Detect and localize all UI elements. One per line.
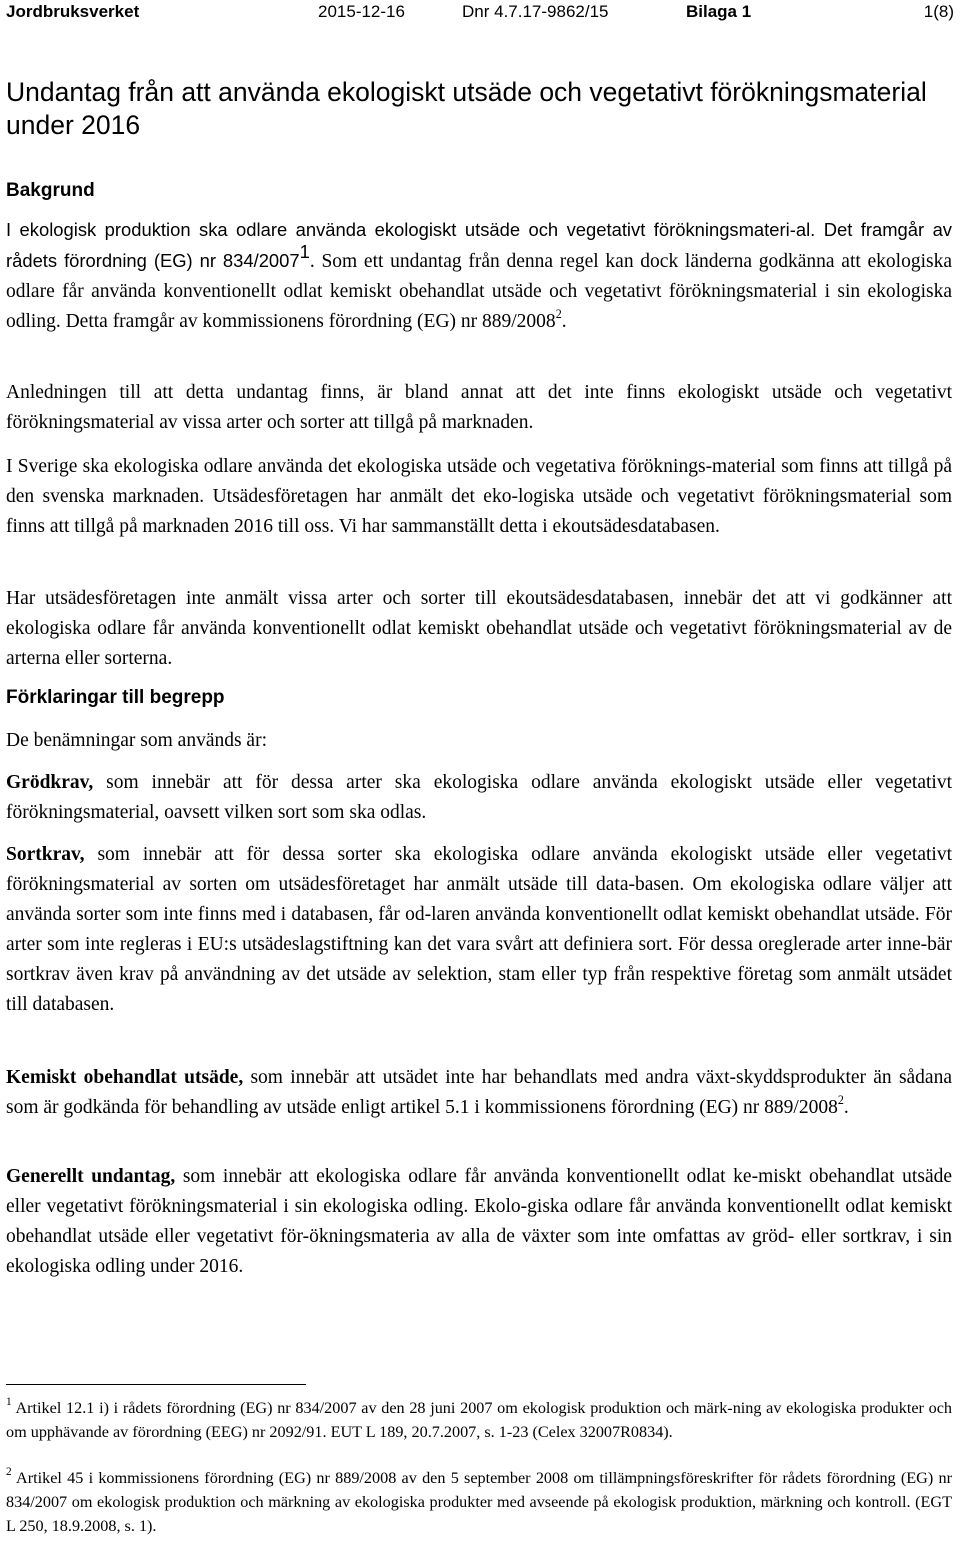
footnote-number: 2 [6,1466,12,1479]
definitions-intro: De benämningar som används är: [6,730,268,751]
reference-number: Dnr 4.7.17-9862/15 [462,2,609,21]
paragraph-background-2: Anledningen till att detta undantag finns, är bland annat att det inte finns ekologiskt utsäde och vegetativt förökningsmaterial av vissa arter och sorter att tillgå på marknaden. [6,382,952,433]
section-heading-background: Bakgrund [6,180,95,201]
definition-text: som innebär att ekologiska odlare får använda konventionellt odlat ke-miskt obehandlat utsäde eller vegetativt förökningsmaterial i sin ekologiska odling. Ekolo-giska odlare får använda konventionellt odlat kemiskt obehandlat utsäde eller vegetativt för-ökningsmateria av alla de växter som inte omfattas av gröd- eller sortkrav, i sin ekologiska odling under 2016. [6,1166,953,1277]
footnote-2 [6,1466,952,1538]
definition-text: som innebär att utsädet inte har behandlats med andra växt-skyddsprodukter än sådana som är godkända för behandling av utsäde enligt artikel 5.1 i kommissionens förordning (EG) nr 889/2008 [6,1067,952,1118]
definition-term: Grödkrav, [6,772,94,793]
definition-term: Generellt undantag, [6,1166,176,1187]
definition-text: som innebär att för dessa arter ska ekologiska odlare använda ekologiskt utsäde eller vegetativt förökningsmaterial, oavsett vilken sort som ska odlas. [6,772,952,823]
document-date: 2015-12-16 [318,2,405,21]
definition-term: Sortkrav, [6,844,85,865]
footnote-1 [6,1396,952,1444]
paragraph-background-1 [6,215,952,337]
paragraph-background-4: Har utsädesföretagen inte anmält vissa arter och sorter till ekoutsädesdatabasen, innebär det att vi godkänner att ekologiska odlare får använda konventionellt odlat kemiskt obehandlat utsäde och vegetativt förökningsmaterial av de arterna eller sorterna. [6,588,952,669]
footnote-text: Artikel 12.1 i) i rådets förordning (EG) nr 834/2007 av den 28 juni 2007 om ekologisk produktion och märk-ning av ekologiska produkter och om upphävande av förordning (EEG) nr 2092/91. EUT L 189, 20.7.2007, s. 1-23 (Celex 32007R0834). [6,1399,952,1441]
page-number: 1(8) [923,2,954,21]
section-heading-definitions: Förklaringar till begrepp [6,687,225,708]
paragraph-background-3: I Sverige ska ekologiska odlare använda det ekologiska utsäde och vegetativa föröknings-material som finns att tillgå på den svenska marknaden. Utsädesföretagen har anmält det eko-logiska utsäde och vegetativt förökningsmaterial som finns att tillgå på marknaden 2016 till oss. Vi har sammanställt detta i ekoutsädesdatabasen. [6,456,952,537]
document-title: Undantag från att använda ekologiskt utsäde och vegetativt förökningsmaterial under 2016 [6,77,927,140]
footnote-ref-2: 2 [555,307,562,322]
attachment-label: Bilaga 1 [686,2,752,21]
definition-end: . [843,1097,849,1118]
footnote-ref-2: 2 [837,1093,844,1108]
organization-name: Jordbruksverket [6,2,140,21]
paragraph-background-1-body: . Som ett undantag från denna regel kan dock länderna godkänna att ekologiska odlare får använda konventionellt odlat kemiskt obehandlat utsäde och vegetativt förökningsmaterial i sin ekologiska odling. Detta framgår av kommissionens förordning (EG) nr 889/2008 [6,251,952,332]
definition-grodkrav [6,768,952,828]
footnote-ref-1: 1 [299,240,310,262]
paragraph-background-1-end: . [561,311,567,332]
definition-term: Kemiskt obehandlat utsäde, [6,1067,244,1088]
definition-text: som innebär att för dessa sorter ska ekologiska odlare använda ekologiskt utsäde eller vegetativt förökningsmaterial av sorten om utsädesföretaget har anmält utsäde till data-basen. Om ekologiska odlare väljer att använda sorter som inte finns med i databasen, får od-laren använda konventionellt odlat kemiskt obehandlat utsäde. För arter som inte regleras i EU:s utsädeslagstiftning kan det vara svårt att definiera sort. För dessa oreglerade arter inne-bär sortkrav även krav på användning av det utsäde av selektion, stam eller typ från respektive företag som anmält utsädet till databasen. [6,844,952,1015]
paragraph-background-1-lead: I ekologisk produktion ska odlare använda ekologiskt utsäde och vegetativt förökningsmateri-al. Det framgår av rådets förordning (EG) nr 834/2007 [6,219,952,271]
footnote-number: 1 [6,1396,12,1409]
definition-kemiskt-obehandlat-utsade [6,1063,952,1123]
definition-generellt-undantag [6,1162,952,1282]
footnote-separator [6,1384,306,1385]
definition-sortkrav [6,840,952,1020]
page-header [6,0,954,26]
footnote-text: Artikel 45 i kommissionens förordning (EG) nr 889/2008 av den 5 september 2008 om tillämpningsföreskrifter för rådets förordning (EG) nr 834/2007 om ekologisk produktion och märkning av ekologiska produkter med avseende på ekologisk produktion, märkning och kontroll. (EGT L 250, 18.9.2008, s. 1). [6,1469,952,1535]
